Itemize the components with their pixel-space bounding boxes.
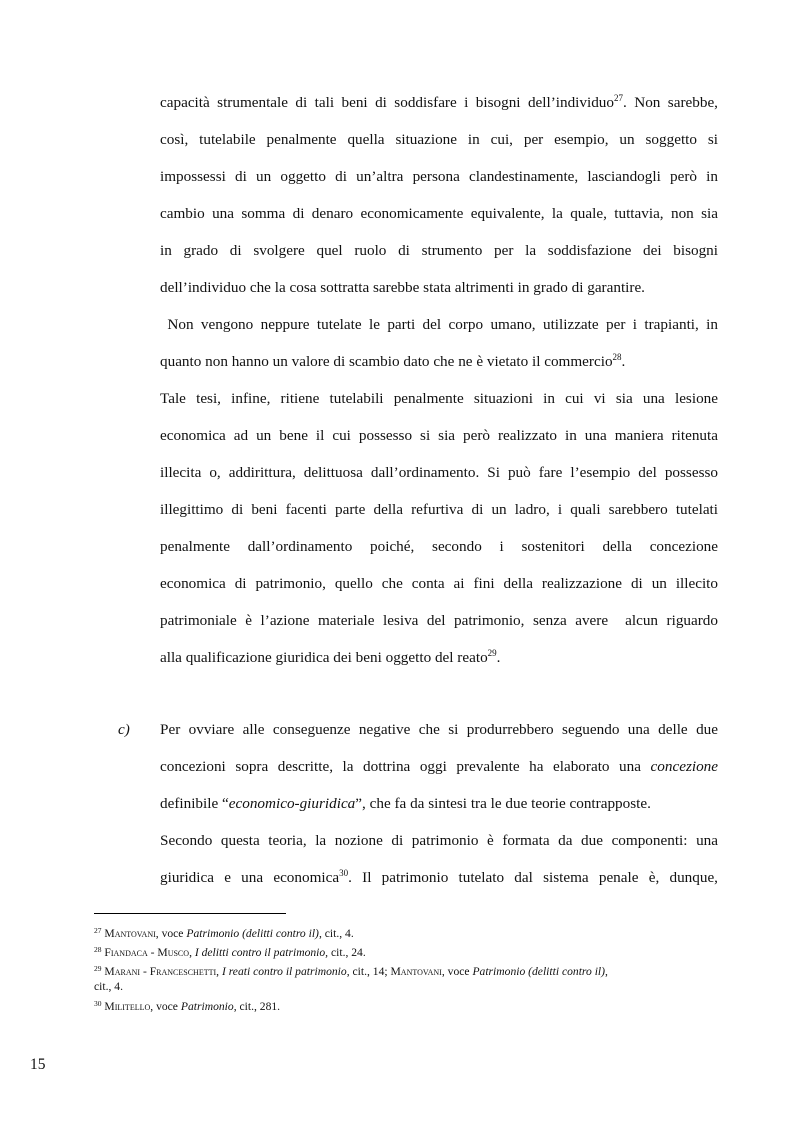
- footnote-ref-30: 30: [339, 868, 349, 878]
- footnote-29-continued: cit., 4.: [94, 980, 123, 993]
- body-line-5: in grado di svolgere quel ruolo di strumento per la soddisfazione dei bisogni: [160, 242, 718, 259]
- body-line-12: illegittimo di beni facenti parte della refurtiva di un ladro, i quali sarebbero tutelati: [160, 501, 718, 518]
- body-line-4: cambio una somma di denaro economicamente equivalente, la quale, tuttavia, non sia: [160, 205, 718, 222]
- footnote-ref-27: 27: [614, 93, 623, 103]
- footnote-ref-29: 29: [487, 648, 497, 658]
- c-line-2: concezioni sopra descritte, la dottrina oggi prevalente ha elaborato una concezione: [160, 758, 719, 775]
- body-line-9: Tale tesi, infine, ritiene tutelabili penalmente situazioni in cui vi sia una lesione: [160, 390, 718, 407]
- footnote-separator: [94, 913, 286, 914]
- footnote-27: $^{27}$ Mantovani, voce Patrimonio (delitti contro il), cit., 4.: [94, 926, 354, 940]
- body-line-15: patrimoniale è l’azione materiale lesiva del patrimonio, senza avere alcun riguardo: [160, 612, 718, 629]
- body-line-7: Non vengono neppure tutelate le parti del corpo umano, utilizzate per i trapianti, in: [160, 316, 718, 333]
- body-line-1: capacità strumentale di tali beni di soddisfare i bisogni dell’individuo$^{27}$. Non sarebbe,: [160, 93, 718, 111]
- body-line-11: illecita o, addirittura, delittuosa dall’ordinamento. Si può fare l’esempio del possesso: [160, 464, 718, 481]
- body-line-10: economica ad un bene il cui possesso si sia però realizzato in una maniera ritenuta: [160, 427, 718, 444]
- c-line-1: Per ovviare alle conseguenze negative che si produrrebbero seguendo una delle due: [160, 721, 718, 738]
- c-line-5: giuridica e una economica$^{30}$. Il patrimonio tutelato dal sistema penale è, dunque,: [160, 868, 718, 886]
- body-line-16: alla qualificazione giuridica dei beni oggetto del reato$^{29}$.: [160, 648, 501, 666]
- footnote-28: $^{28}$ Fiandaca - Musco, I delitti contro il patrimonio, cit., 24.: [94, 945, 366, 959]
- body-line-8: quanto non hanno un valore di scambio dato che ne è vietato il commercio$^{28}$.: [160, 352, 626, 370]
- page-number: 15: [30, 1056, 46, 1073]
- body-line-13: penalmente dall’ordinamento poiché, secondo i sostenitori della concezione: [160, 538, 718, 555]
- list-marker-c: c): [118, 721, 130, 738]
- c-line-3: definibile “economico-giuridica”, che fa da sintesi tra le due teorie contrapposte.: [160, 795, 651, 812]
- footnote-30: $^{30}$ Militello, voce Patrimonio, cit., 281.: [94, 999, 281, 1013]
- body-line-3: impossessi di un oggetto di un’altra persona clandestinamente, lasciandogli però in: [160, 168, 718, 185]
- footnote-ref-28: 28: [612, 352, 622, 362]
- footnote-29: $^{29}$ Marani - Franceschetti, I reati contro il patrimonio, cit., 14; Mantovani, voce Patrimonio (delitti contro il),: [94, 964, 608, 978]
- body-line-14: economica di patrimonio, quello che conta ai fini della realizzazione di un illecito: [160, 575, 718, 592]
- body-line-2: così, tutelabile penalmente quella situazione in cui, per esempio, un soggetto si: [160, 131, 718, 148]
- c-line-4: Secondo questa teoria, la nozione di patrimonio è formata da due componenti: una: [160, 832, 718, 849]
- body-line-6: dell’individuo che la cosa sottratta sarebbe stata altrimenti in grado di garantire.: [160, 279, 645, 296]
